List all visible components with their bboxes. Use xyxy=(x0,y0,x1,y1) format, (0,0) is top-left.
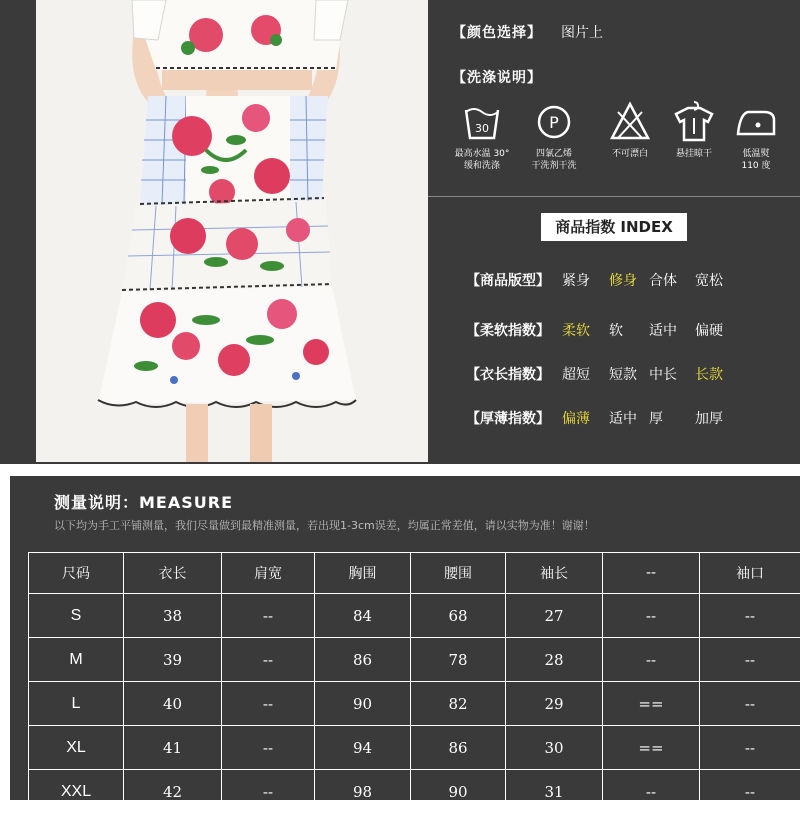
measure-cell: -- xyxy=(603,594,700,638)
wash-instructions-label: 【洗涤说明】 xyxy=(452,67,542,87)
index-row-label: 【厚薄指数】 xyxy=(466,408,550,428)
size-table-header-cell: 胸围 xyxy=(315,553,411,594)
measure-cell: -- xyxy=(222,594,315,638)
measure-cell: == xyxy=(603,726,700,770)
size-table-header-cell: -- xyxy=(603,553,700,594)
wash-item xyxy=(524,100,584,172)
size-table-header xyxy=(29,553,800,594)
measure-cell: -- xyxy=(603,770,700,814)
low-iron-icon xyxy=(734,100,778,144)
wash-icons-row xyxy=(452,100,792,180)
measure-cell: -- xyxy=(700,594,800,638)
size-table-header-cell: 袖长 xyxy=(506,553,603,594)
measure-cell: -- xyxy=(222,682,315,726)
wash-item xyxy=(452,100,512,172)
table-row xyxy=(29,682,800,726)
index-option-selected: 修身 xyxy=(609,270,637,290)
index-option: 中长 xyxy=(649,364,677,384)
table-row xyxy=(29,726,800,770)
measure-cell: 42 xyxy=(124,770,222,814)
wash-item xyxy=(600,100,660,160)
size-table-header-cell: 尺码 xyxy=(29,553,124,594)
wash-item xyxy=(726,100,786,172)
index-option-selected: 长款 xyxy=(695,364,723,384)
table-row xyxy=(29,638,800,682)
measure-cell: 30 xyxy=(506,726,603,770)
no-bleach-icon xyxy=(608,100,652,144)
index-row xyxy=(466,364,786,386)
measure-cell: 41 xyxy=(124,726,222,770)
index-option: 厚 xyxy=(649,408,663,428)
measure-cell: 98 xyxy=(315,770,411,814)
white-separator xyxy=(0,464,800,470)
wash-caption: 悬挂晾干 xyxy=(664,148,724,160)
measure-note: 以下均为手工平铺测量，我们尽量做到最精准测量，若出现1-3cm误差，均属正常差值，请以实物为准！谢谢！ xyxy=(54,517,595,533)
index-option: 合体 xyxy=(649,270,677,290)
product-photo xyxy=(36,0,428,462)
measure-cell: -- xyxy=(222,770,315,814)
wash-30-icon xyxy=(460,100,504,144)
measure-cell: 27 xyxy=(506,594,603,638)
size-table-header-cell: 袖口 xyxy=(700,553,800,594)
hang-dry-icon xyxy=(672,100,716,144)
measure-cell: -- xyxy=(603,638,700,682)
index-option: 适中 xyxy=(609,408,637,428)
measure-cell: 68 xyxy=(411,594,506,638)
color-choice-label: 【颜色选择】 xyxy=(452,22,542,42)
measure-cell: -- xyxy=(700,682,800,726)
dry-clean-p-icon xyxy=(532,100,576,144)
measure-cell: 38 xyxy=(124,594,222,638)
measure-cell: 40 xyxy=(124,682,222,726)
svg-text:P: P xyxy=(549,113,559,132)
size-table xyxy=(28,552,800,814)
index-option: 紧身 xyxy=(562,270,590,290)
index-row xyxy=(466,408,786,430)
index-row xyxy=(466,270,786,292)
index-row-label: 【商品版型】 xyxy=(466,270,550,290)
index-option: 软 xyxy=(609,320,623,340)
measure-cell: 84 xyxy=(315,594,411,638)
index-option: 偏硬 xyxy=(695,320,723,340)
index-option-selected: 偏薄 xyxy=(562,408,590,428)
size-table-header-cell: 腰围 xyxy=(411,553,506,594)
measure-cell: -- xyxy=(700,638,800,682)
index-option: 加厚 xyxy=(695,408,723,428)
measure-cell: 94 xyxy=(315,726,411,770)
measure-title: 测量说明：MEASURE xyxy=(54,490,233,513)
measure-cell: 28 xyxy=(506,638,603,682)
measure-cell: 39 xyxy=(124,638,222,682)
measure-cell: 82 xyxy=(411,682,506,726)
floral-dress-illustration xyxy=(36,0,428,462)
svg-text:30: 30 xyxy=(475,122,489,135)
wash-caption: 不可漂白 xyxy=(600,148,660,160)
index-option: 宽松 xyxy=(695,270,723,290)
measure-cell: 31 xyxy=(506,770,603,814)
measure-cell: -- xyxy=(700,770,800,814)
index-option: 超短 xyxy=(562,364,590,384)
measure-cell: -- xyxy=(700,726,800,770)
index-title: 商品指数 INDEX xyxy=(541,213,687,241)
measure-cell: -- xyxy=(222,726,315,770)
section-divider xyxy=(428,196,800,197)
index-option: 适中 xyxy=(649,320,677,340)
table-row xyxy=(29,770,800,814)
size-table-header-cell: 肩宽 xyxy=(222,553,315,594)
measure-cell: 90 xyxy=(315,682,411,726)
measure-cell: 78 xyxy=(411,638,506,682)
size-label-cell: M xyxy=(29,638,124,682)
size-label-cell: S xyxy=(29,594,124,638)
index-row-label: 【柔软指数】 xyxy=(466,320,550,340)
wash-item xyxy=(664,100,724,160)
color-choice-value: 图片上 xyxy=(561,22,603,42)
measure-cell: == xyxy=(603,682,700,726)
index-option: 短款 xyxy=(609,364,637,384)
wash-caption: 低温熨 110 度 xyxy=(726,148,786,172)
measure-cell: 29 xyxy=(506,682,603,726)
wash-caption: 最高水温 30° 缓和洗涤 xyxy=(452,148,512,172)
measure-cell: 86 xyxy=(315,638,411,682)
size-label-cell: L xyxy=(29,682,124,726)
size-label-cell: XXL xyxy=(29,770,124,814)
index-row xyxy=(466,320,786,342)
index-option-selected: 柔软 xyxy=(562,320,590,340)
measure-cell: 86 xyxy=(411,726,506,770)
size-label-cell: XL xyxy=(29,726,124,770)
size-table-header-cell: 衣长 xyxy=(124,553,222,594)
measure-section xyxy=(10,476,800,800)
wash-caption: 四氯乙烯 干洗剂干洗 xyxy=(524,148,584,172)
index-row-label: 【衣长指数】 xyxy=(466,364,550,384)
table-row xyxy=(29,594,800,638)
measure-cell: 90 xyxy=(411,770,506,814)
measure-cell: -- xyxy=(222,638,315,682)
